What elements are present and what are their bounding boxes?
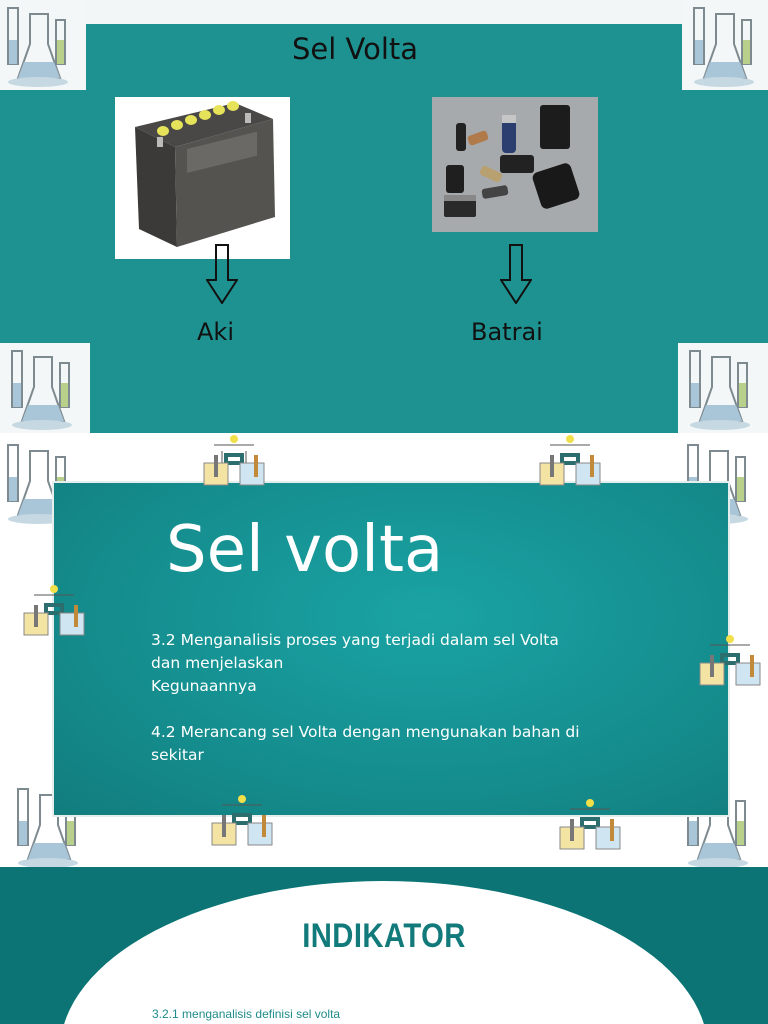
batrai-label: Batrai xyxy=(471,318,543,346)
slide-title: Sel volta xyxy=(166,513,444,587)
aki-label: Aki xyxy=(197,318,234,346)
indicator-item: 3.2.1 menganalisis definisi sel volta xyxy=(152,1007,341,1021)
lab-flask-icon xyxy=(678,343,768,433)
competency-3-2-line: 3.2 Menganalisis proses yang terjadi dalam sel Volta xyxy=(151,631,559,649)
down-arrow-icon xyxy=(206,244,238,304)
competency-3-2-line: Kegunaannya xyxy=(151,677,257,695)
voltaic-cell-diagram-icon xyxy=(556,797,630,859)
car-battery-photo xyxy=(115,97,290,259)
down-arrow-icon xyxy=(500,244,532,304)
slide-sel-volta-competencies xyxy=(0,433,768,867)
competency-4-2-line: 4.2 Merancang sel Volta dengan mengunakan bahan di xyxy=(151,723,580,741)
competency-text xyxy=(151,629,651,767)
voltaic-cell-diagram-icon xyxy=(696,633,768,695)
lab-flask-icon xyxy=(0,343,90,433)
slide-title: Sel Volta xyxy=(291,32,419,66)
voltaic-cell-diagram-icon xyxy=(200,433,274,495)
dry-cell-batteries-photo xyxy=(432,97,598,232)
slide-heading: INDIKATOR xyxy=(302,917,466,955)
competency-4-2-line: sekitar xyxy=(151,746,204,764)
competency-3-2-line: dan menjelaskan xyxy=(151,654,284,672)
slide-sel-volta-examples xyxy=(0,0,768,433)
slide-indikator xyxy=(0,867,768,1024)
voltaic-cell-diagram-icon xyxy=(536,433,610,495)
voltaic-cell-diagram-icon xyxy=(208,793,282,855)
voltaic-cell-diagram-icon xyxy=(20,583,94,645)
